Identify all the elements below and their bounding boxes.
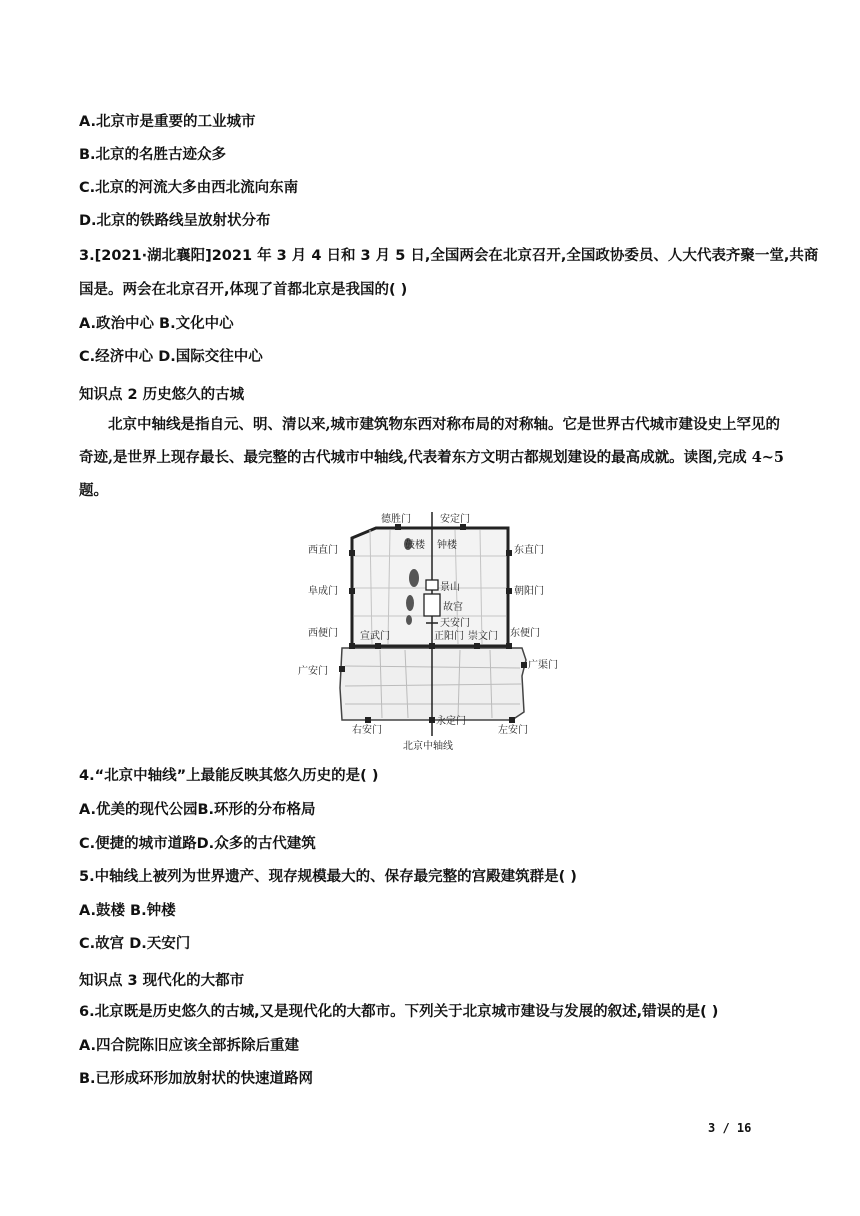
question-5-stem: 5.中轴线上被列为世界遗产、现存规模最大的、保存最完整的宫殿建筑群是( ) [79,869,577,885]
gate-fuchengmen: 阜成门 [308,586,338,597]
gate-zuoanmen: 左安门 [498,725,528,736]
option-2a: A.北京市是重要的工业城市 [79,114,256,130]
option-2c: C.北京的河流大多由西北流向东南 [79,180,299,196]
passage-text: 北京中轴线是指自元、明、清以来,城市建筑物东西对称布局的对称轴。它是世界古代城市建设史上罕见的奇迹,是世界上现存最长、最完整的古代城市中轴线,代表着东方文明古都规划建设的最高成就。读图,完成 4~5 题。 [79,416,785,499]
question-4-options-ab: A.优美的现代公园B.环形的分布格局 [79,802,316,818]
gate-deshengmen: 德胜门 [381,514,411,525]
gate-andingmen: 安定门 [440,514,470,525]
landmark-jingshan: 景山 [440,582,460,593]
question-6-option-a: A.四合院陈旧应该全部拆除后重建 [79,1038,299,1054]
gate-chaoyangmen: 朝阳门 [514,586,544,597]
landmark-gugong: 故宫 [443,602,463,613]
option-2b: B.北京的名胜古迹众多 [79,147,227,163]
gate-guanganmen: 广安门 [298,666,328,677]
axis-label: 北京中轴线 [403,741,453,752]
question-3-options-cd: C.经济中心 D.国际交往中心 [79,349,263,365]
landmark-zhonglou: 钟楼 [437,540,457,551]
gate-xibianmen: 西便门 [308,628,338,639]
gate-guangqumen: 广渠门 [528,660,558,671]
gugong-marker [424,594,440,616]
question-4-stem: 4.“北京中轴线”上最能反映其悠久历史的是( ) [79,768,379,784]
question-3-line2: 国是。两会在北京召开,体现了首都北京是我国的( ) [79,282,408,298]
gate-youanmen: 右安门 [352,725,382,736]
gate-dongbianmen: 东便门 [510,628,540,639]
gate-dongzhimen: 东直门 [514,545,544,556]
question-5-options-ab: A.鼓楼 B.钟楼 [79,903,176,919]
landmark-gulou: 鼓楼 [405,540,425,551]
gate-xizhimen: 西直门 [308,545,338,556]
jingshan-marker [426,580,438,590]
landmark-tiananmen: 天安门 [440,618,470,629]
section-3-heading: 知识点 3 现代化的大都市 [79,973,245,989]
passage [79,408,785,507]
gate-chongwenmen: 崇文门 [468,631,498,642]
page-number: 3 / 16 [708,1121,752,1135]
gate-yongdingmen: 永定门 [436,716,466,727]
gate-zhengyangmen: 正阳门 [434,631,464,642]
question-5-options-cd: C.故宫 D.天安门 [79,936,191,952]
question-3-options-ab: A.政治中心 B.文化中心 [79,316,234,332]
beijing-central-axis-map [290,508,560,758]
question-4-options-cd: C.便捷的城市道路D.众多的古代建筑 [79,836,316,852]
option-2d: D.北京的铁路线呈放射状分布 [79,213,271,229]
gate-xuanwumen: 宣武门 [360,631,390,642]
question-6-option-b: B.已形成环形加放射状的快速道路网 [79,1071,314,1087]
section-2-heading: 知识点 2 历史悠久的古城 [79,387,245,403]
question-6-stem: 6.北京既是历史悠久的古城,又是现代化的大都市。下列关于北京城市建设与发展的叙述,错误的是( ) [79,1004,719,1020]
question-3-line1: 3.[2021·湖北襄阳]2021 年 3 月 4 日和 3 月 5 日,全国两会在北京召开,全国政协委员、人大代表齐聚一堂,共商 [79,248,819,264]
